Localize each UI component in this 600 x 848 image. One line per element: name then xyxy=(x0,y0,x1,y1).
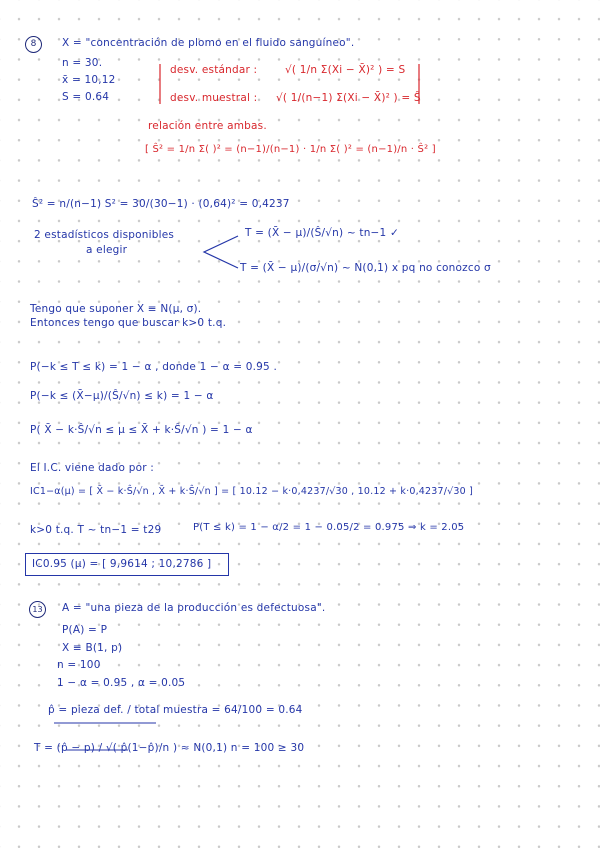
p8-definition-text: X = "concentración de plomo en el fluido sanguíneo". xyxy=(62,37,355,49)
wedge-lines xyxy=(204,236,238,268)
red-braces xyxy=(160,64,419,104)
p8-k-prob: P(T ≤ k) = 1 − α/2 = 1 − 0.05/2 = 0.975 ⇒ k = 2.05 xyxy=(193,522,465,533)
problem-8-number: 8 xyxy=(25,36,42,53)
p13-pa: P(A) = P xyxy=(62,624,108,636)
p8-option-2: T = (X̄ − μ)/(σ/√n) ~ N(0,1) x pq no conozco σ xyxy=(240,262,491,274)
p8-option-1: T = (X̄ − μ)/(Ŝ/√n) ~ tn−1 ✓ xyxy=(245,227,399,239)
p8-prob-2: P(−k ≤ (X̄−μ)/(Ŝ/√n) ≤ k) = 1 − α xyxy=(30,390,214,402)
p8-ic-formula: IC1−α(μ) = [ X̄ − k·Ŝ/√n , X̄ + k·Ŝ/√n ] = [ 10.12 − k·0,4237/√30 , 10.12 + k·0,4237/√30 ] xyxy=(30,486,474,497)
p8-desv-est-formula: √( 1/n Σ(Xi − X̄)² ) = S xyxy=(285,64,406,76)
p8-result: IC0.95 (μ) = [ 9,9614 ; 10,2786 ] xyxy=(32,558,212,570)
p8-desv-est-label: desv. estándar : xyxy=(170,64,258,76)
p13-T: T = (p̂ − p) / √( p̂(1−p̂)/n ) ≈ N(0,1) n = 100 ≥ 30 xyxy=(34,742,305,754)
choice-wedge xyxy=(204,236,238,268)
p8-s2hat: Ŝ² = n/(n−1) S² = 30/(30−1) · (0,64)² = 0,4237 xyxy=(32,198,290,210)
p8-suponer-1: Tengo que suponer X ≡ N(μ, σ). xyxy=(30,303,202,315)
p13-alpha: 1 − α = 0.95 , α = 0.05 xyxy=(57,677,186,689)
p8-prob-3: P( X̄ − k·Ŝ/√n ≤ μ ≤ X̄ + k·Ŝ/√n ) = 1 − α xyxy=(30,424,253,436)
p8-suponer-2: Entonces tengo que buscar k>0 t.q. xyxy=(30,317,227,329)
p13-definition: A = "una pieza de la producción es defectuosa". xyxy=(62,602,326,614)
p13-phat: p̂ = pieza def. / total muestra = 64/100 = 0.64 xyxy=(48,704,303,716)
underlines xyxy=(54,723,156,750)
p8-n: n = 30. xyxy=(62,57,103,69)
p8-estad-line1: 2 estadísticos disponibles xyxy=(34,229,175,241)
p8-ic-intro: El I.C. viene dado por : xyxy=(30,462,154,474)
p8-k-line: k>0 t.q. T ~ tn−1 = t29 xyxy=(30,524,162,536)
p8-estad-line2: a elegir xyxy=(86,244,128,256)
problem-13-number: 13 xyxy=(29,601,46,618)
p8-relacion: relación entre ambas. xyxy=(148,120,267,132)
p8-s: S = 0.64 xyxy=(62,91,110,103)
p13-x: X ≡ B(1, p) xyxy=(62,642,123,654)
p8-desv-mue-label: desv. muestral : xyxy=(170,92,258,104)
p8-xbar: x̄ = 10,12 xyxy=(62,74,116,86)
p8-prob-1: P(−k ≤ T ≤ k) = 1 − α , donde 1 − α = 0.95 . xyxy=(30,361,278,373)
p8-desv-mue-formula: √( 1/(n−1) Σ(Xi − X̄)² ) = Ŝ xyxy=(276,92,421,104)
p13-n: n = 100 xyxy=(57,659,101,671)
p8-relacion-formula: [ Ŝ² = 1/n Σ( )² = (n−1)/(n−1) · 1/n Σ( )² = (n−1)/n · Ŝ² ] xyxy=(145,144,436,155)
